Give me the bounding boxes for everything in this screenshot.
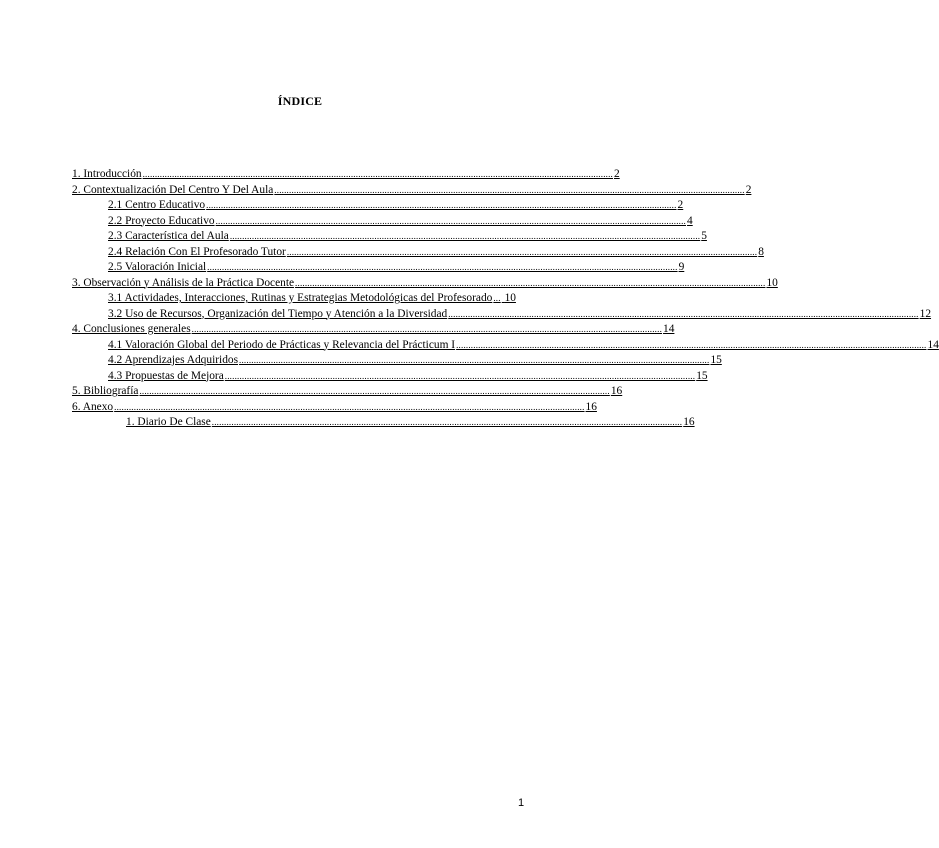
toc-entry-page: 8 xyxy=(758,245,764,258)
toc-entry-page: 15 xyxy=(696,369,708,382)
toc-entry-label: 2.5 Valoración Inicial xyxy=(108,261,207,273)
toc-leader-dots: ................................................................................................................................................................................................ xyxy=(274,184,745,195)
toc-entry-observacion-analisis[interactable] xyxy=(72,276,778,292)
toc-entry-label: 3. Observación y Análisis de la Práctica Docente xyxy=(72,276,295,289)
toc-entry-caracteristica-aula[interactable] xyxy=(72,229,707,245)
toc-entry-aprendizajes[interactable] xyxy=(72,353,722,369)
toc-entry-uso-recursos[interactable] xyxy=(72,307,932,323)
toc-leader-dots: ................................................................................................................................................................................................ xyxy=(224,370,696,381)
toc-entry-page: 16 xyxy=(610,385,623,397)
toc-leader-dots: ................................................................................................................................................................................................ xyxy=(142,169,613,179)
toc-entry-label: 6. Anexo xyxy=(72,400,114,413)
toc-leader-dots: ................................................................................................................................................................................................ xyxy=(456,339,927,350)
toc-entry-relacion-profesorado[interactable] xyxy=(72,245,764,261)
table-of-contents xyxy=(72,167,939,431)
toc-entry-label: 3.1 Actividades, Interacciones, Rutinas y Estrategias Metodológicas del Profesorado xyxy=(108,292,493,304)
page-number: 1 xyxy=(518,797,525,809)
toc-entry-label: 4.3 Propuestas de Mejora xyxy=(108,369,224,382)
toc-entry-label: 4.2 Aprendizajes Adquiridos xyxy=(108,354,239,366)
toc-entry-label: 2.2 Proyecto Educativo xyxy=(108,214,215,227)
toc-leader-dots: ................................................................................................................................................................................................ xyxy=(206,200,677,210)
toc-entry-label: 2. Contextualización Del Centro Y Del Aula xyxy=(72,183,274,196)
toc-entry-actividades-interacciones[interactable] xyxy=(72,291,528,307)
toc-entry-valoracion-inicial[interactable] xyxy=(72,260,685,276)
toc-entry-diario-clase[interactable] xyxy=(72,415,695,431)
toc-leader-dots: ................................................................................................................................................................................................ xyxy=(211,417,683,427)
toc-entry-page: 2 xyxy=(745,183,752,196)
toc-entry-page: 16 xyxy=(585,400,597,413)
toc-leader-dots: ................................................................................................................................................................................................ xyxy=(229,231,701,241)
toc-entry-page: 4 xyxy=(687,214,693,227)
toc-entry-proyecto-educativo[interactable] xyxy=(72,214,693,230)
toc-entry-bibliografia[interactable] xyxy=(72,384,623,400)
toc-entry-label: 4.1 Valoración Global del Periodo de Prácticas y Relevancia del Prácticum I xyxy=(108,338,456,351)
toc-entry-page: 10 xyxy=(504,292,516,304)
toc-entry-page: 12 xyxy=(919,307,932,320)
toc-leader-dots: ................................................................................................................................................................................................ xyxy=(239,355,710,365)
toc-entry-page: 14 xyxy=(927,338,939,351)
toc-leader-dots: ................................................................................................................................................................................................ xyxy=(139,386,610,396)
toc-entry-page: 9 xyxy=(678,261,685,273)
toc-entry-label: 2.1 Centro Educativo xyxy=(108,199,206,211)
toc-leader-dots: ................................................................................................................................................................................................ xyxy=(207,262,678,272)
toc-entry-label: 1. Diario De Clase xyxy=(126,416,211,428)
toc-entry-label: 5. Bibliografía xyxy=(72,385,139,397)
toc-entry-label: 4. Conclusiones generales xyxy=(72,323,191,335)
toc-entry-propuestas-mejora[interactable] xyxy=(72,369,708,385)
toc-entry-label: 1. Introducción xyxy=(72,168,142,180)
toc-leader-dots: ................................................................................................................................................................................................ xyxy=(448,308,919,319)
page-title: ÍNDICE xyxy=(277,94,323,108)
toc-entry-label: 3.2 Uso de Recursos, Organización del Tiempo y Atención a la Diversidad xyxy=(108,307,448,320)
toc-entry-conclusiones[interactable] xyxy=(72,322,675,338)
toc-entry-page: 14 xyxy=(663,323,675,335)
toc-leader-dots: ................................................................................................................................................................................................ xyxy=(191,324,663,334)
toc-entry-anexo[interactable] xyxy=(72,400,597,416)
toc-entry-page: 2 xyxy=(614,168,620,180)
toc-leader-dots: ... xyxy=(493,293,501,303)
toc-entry-centro-educativo[interactable] xyxy=(72,198,684,214)
toc-entry-page: 5 xyxy=(701,230,707,242)
toc-entry-label: 2.3 Característica del Aula xyxy=(108,230,229,242)
toc-entry-valoracion-global[interactable] xyxy=(72,338,939,354)
toc-entry-label: 2.4 Relación Con El Profesorado Tutor xyxy=(108,245,286,258)
toc-entry-page: 2 xyxy=(677,199,684,211)
toc-leader-dots: ................................................................................................................................................................................................ xyxy=(286,246,758,257)
toc-entry-page: 10 xyxy=(766,276,778,289)
toc-leader-dots: ................................................................................................................................................................................................ xyxy=(295,277,766,288)
toc-leader-dots: ................................................................................................................................................................................................ xyxy=(114,401,585,412)
toc-entry-contextualizacion[interactable] xyxy=(72,183,752,199)
toc-entry-page: 15 xyxy=(710,354,722,366)
toc-entry-page: 16 xyxy=(683,416,695,428)
toc-entry-introduccion[interactable] xyxy=(72,167,620,183)
toc-leader-dots: ................................................................................................................................................................................................ xyxy=(215,215,687,226)
